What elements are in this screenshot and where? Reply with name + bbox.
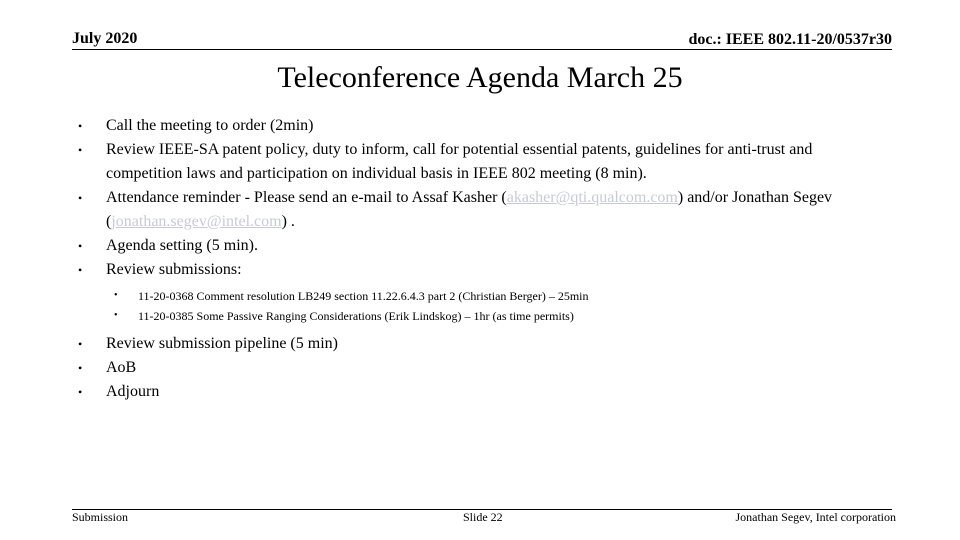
bullet-icon: • [78, 263, 83, 277]
agenda-item-text: AoB [106, 359, 137, 376]
submission-item-text: 11-20-0368 Comment resolution LB249 section 11.22.6.4.3 part 2 (Christian Berger) – 25min [138, 289, 589, 303]
attendance-text-after: ) . [281, 213, 295, 230]
agenda-item-text: Review submission pipeline (5 min) [106, 335, 338, 352]
agenda-item-text: Adjourn [106, 383, 160, 400]
footer-author: Jonathan Segev, Intel corporation [735, 510, 896, 524]
slide-title: Teleconference Agenda March 25 [277, 61, 683, 94]
agenda-item-text: Review submissions: [106, 261, 242, 278]
agenda-item-adjourn [72, 380, 892, 404]
attendance-text-between: ) and/or Jonathan Segev ( [106, 189, 833, 230]
bullet-icon: • [78, 385, 83, 399]
bullet-icon: • [78, 239, 83, 253]
submission-item [72, 306, 892, 326]
agenda-item-attendance [72, 186, 892, 234]
agenda-item-pipeline [72, 332, 892, 356]
submission-item [72, 286, 892, 306]
agenda-item-patent-policy [72, 138, 892, 186]
header-divider [72, 49, 892, 50]
bullet-icon: • [78, 361, 83, 375]
footer-submission: Submission [72, 510, 129, 524]
bullet-icon: • [78, 337, 83, 351]
agenda-item-text: Agenda setting (5 min). [106, 237, 258, 254]
email-link-assaf[interactable]: akasher@qti.qualcom.com [506, 189, 678, 206]
agenda-item-call-to-order [72, 114, 892, 138]
agenda-item-text: Call the meeting to order (2min) [106, 117, 314, 134]
agenda-item-agenda-setting [72, 234, 892, 258]
agenda-item-review-submissions [72, 258, 892, 282]
attendance-text-before: Attendance reminder - Please send an e-mail to Assaf Kasher ( [106, 189, 507, 206]
agenda-list [72, 114, 892, 404]
bullet-icon: • [114, 310, 118, 321]
header-doc-id: doc.: IEEE 802.11-20/0537r30 [688, 31, 892, 48]
email-link-jonathan[interactable]: jonathan.segev@intel.com [111, 213, 282, 230]
footer-slide-number: Slide 22 [463, 510, 503, 524]
header-date: July 2020 [72, 30, 138, 47]
bullet-icon: • [78, 191, 83, 205]
agenda-item-aob [72, 356, 892, 380]
submission-item-text: 11-20-0385 Some Passive Ranging Considerations (Erik Lindskog) – 1hr (as time permits) [138, 309, 574, 323]
agenda-item-text: Review IEEE-SA patent policy, duty to inform, call for potential essential patents, guidelines for anti-trust and competition laws and participation on individual basis in IEEE 802 meeting (8 min). [106, 141, 813, 182]
bullet-icon: • [78, 143, 83, 157]
bullet-icon: • [78, 119, 83, 133]
bullet-icon: • [114, 290, 118, 301]
